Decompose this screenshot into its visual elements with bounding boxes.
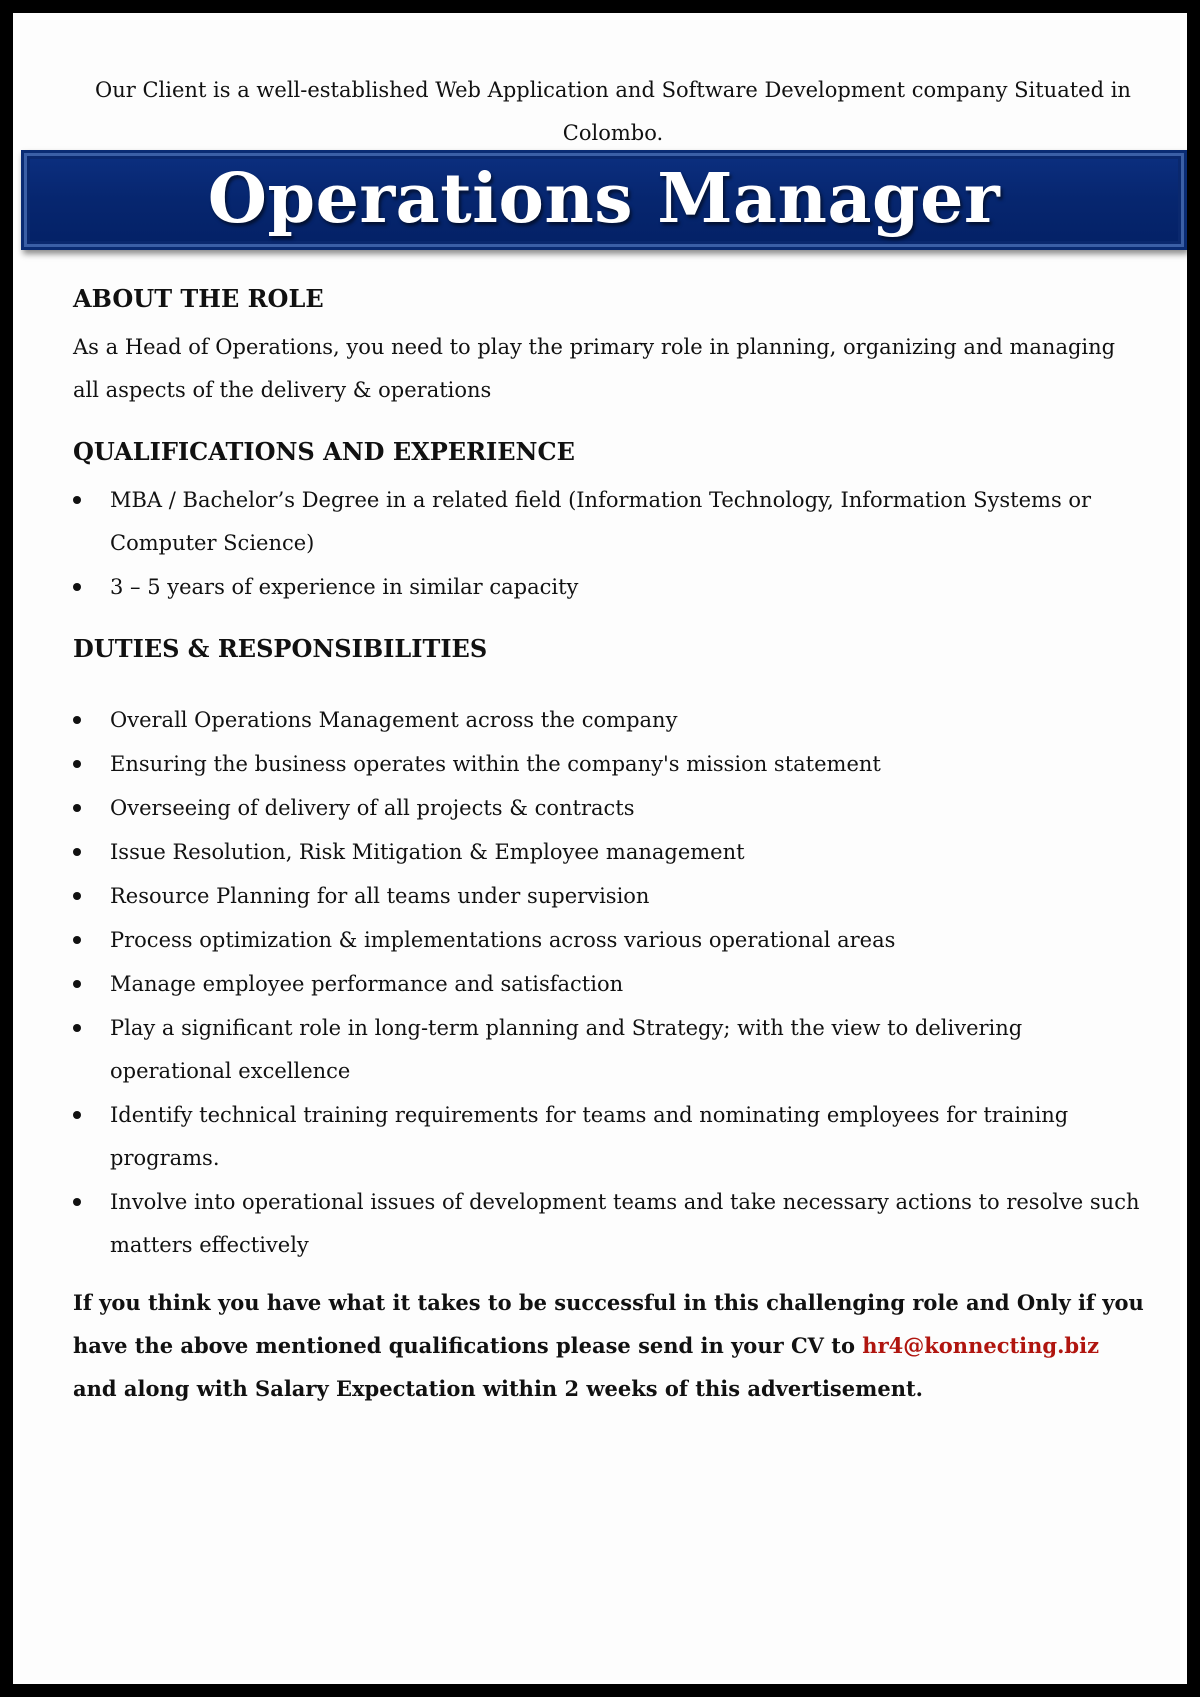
list-item-text: Manage employee performance and satisfaction xyxy=(110,972,624,996)
list-item xyxy=(73,699,1147,742)
content xyxy=(73,281,1147,1410)
bullet-icon xyxy=(73,496,81,504)
bullet-icon xyxy=(73,1198,81,1206)
list-item xyxy=(73,566,1147,609)
list-item xyxy=(73,1181,1147,1267)
about-heading: ABOUT THE ROLE xyxy=(73,284,324,313)
duties-list xyxy=(73,699,1147,1267)
bullet-icon xyxy=(73,848,81,856)
list-item-text: Ensuring the business operates within the company's mission statement xyxy=(110,752,881,776)
list-item-text: Process optimization & implementations across various operational areas xyxy=(110,928,896,952)
bullet-icon xyxy=(73,583,81,591)
list-item-text: Involve into operational issues of development teams and take necessary actions to resolve such matters effectively xyxy=(110,1190,1140,1257)
list-item xyxy=(73,875,1147,918)
list-item xyxy=(73,919,1147,962)
about-text: As a Head of Operations, you need to play the primary role in planning, organizing and managing all aspects of the delivery & operations xyxy=(73,335,1116,402)
list-item-text: Identify technical training requirements for teams and nominating employees for training programs. xyxy=(110,1103,1069,1170)
list-item xyxy=(73,1007,1147,1093)
list-item xyxy=(73,963,1147,1006)
bullet-icon xyxy=(73,760,81,768)
bullet-icon xyxy=(73,716,81,724)
list-item xyxy=(73,1094,1147,1180)
closing-before: If you think you have what it takes to be successful in this challenging role and Only if you have the above mentioned qualifications please send in your CV to xyxy=(73,1290,1144,1358)
list-item-text: MBA / Bachelor’s Degree in a related field (Information Technology, Information Systems or Computer Science) xyxy=(110,488,1092,555)
intro-text: Our Client is a well-established Web Application and Software Development company Situated in Colombo. xyxy=(95,78,1131,145)
bullet-icon xyxy=(73,980,81,988)
title-banner xyxy=(21,150,1187,250)
bullet-icon xyxy=(73,892,81,900)
list-item-text: Overseeing of delivery of all projects & contracts xyxy=(110,796,635,820)
list-item-text: Play a significant role in long-term planning and Strategy; with the view to delivering operational excellence xyxy=(110,1016,1023,1083)
list-item-text: Issue Resolution, Risk Mitigation & Employee management xyxy=(110,840,745,864)
duties-heading: DUTIES & RESPONSIBILITIES xyxy=(73,634,488,663)
list-item xyxy=(73,743,1147,786)
list-item-text: Resource Planning for all teams under supervision xyxy=(110,884,650,908)
list-item xyxy=(73,831,1147,874)
list-item xyxy=(73,479,1147,565)
bullet-icon xyxy=(73,804,81,812)
bullet-icon xyxy=(73,1111,81,1119)
list-item-text: Overall Operations Management across the company xyxy=(110,708,678,732)
list-item xyxy=(73,787,1147,830)
bullet-icon xyxy=(73,936,81,944)
job-title: Operations Manager xyxy=(207,159,1001,239)
qualifications-heading: QUALIFICATIONS AND EXPERIENCE xyxy=(73,437,575,466)
bullet-icon xyxy=(73,1024,81,1032)
job-advert-page xyxy=(13,13,1187,1684)
email-link[interactable]: hr4@konnecting.biz xyxy=(862,1333,1100,1358)
closing-after: and along with Salary Expectation within 2 weeks of this advertisement. xyxy=(73,1376,923,1401)
closing-text xyxy=(73,1281,1147,1410)
qualifications-list xyxy=(73,479,1147,609)
list-item-text: 3 – 5 years of experience in similar capacity xyxy=(110,575,579,599)
